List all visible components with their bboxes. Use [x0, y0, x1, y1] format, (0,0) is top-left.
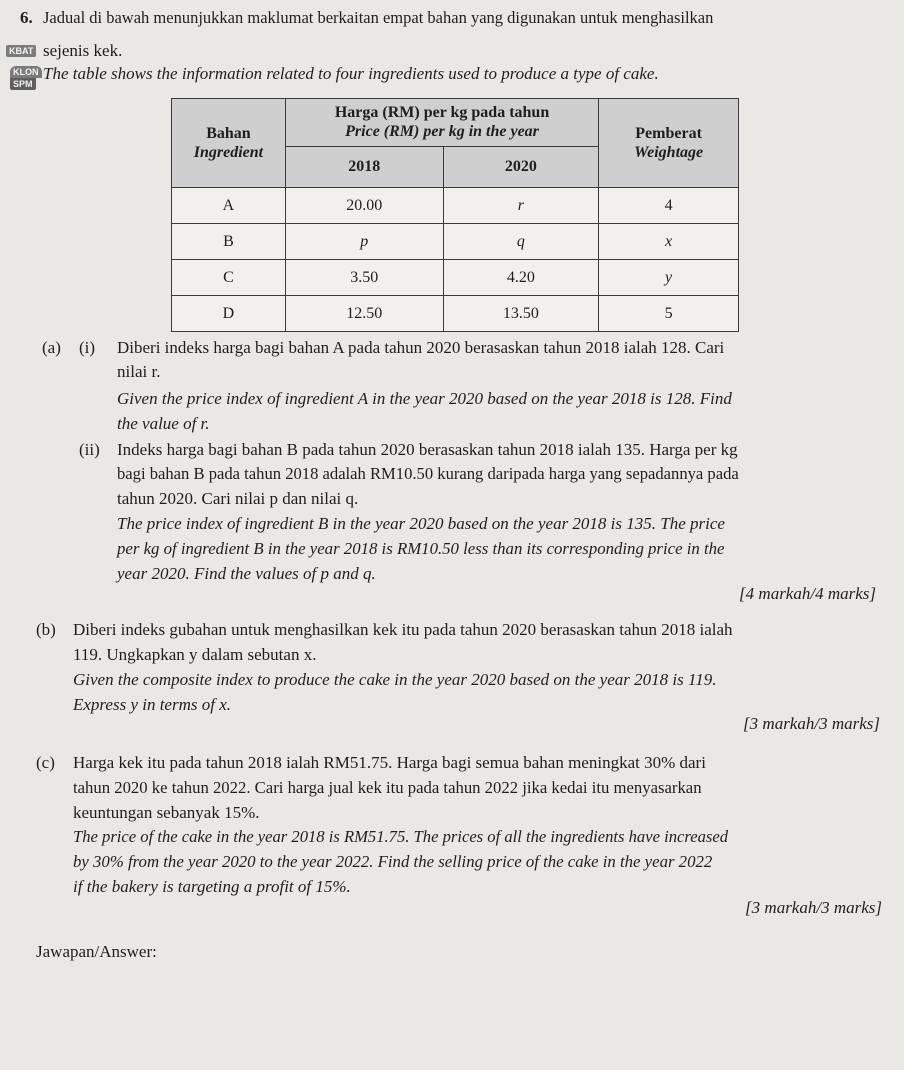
cell-price-2020: r [443, 188, 599, 224]
part-a-i-en-2: the value of r. [117, 414, 210, 433]
cell-ingredient: A [172, 188, 286, 224]
part-a-ii-ms-2: bagi bahan B pada tahun 2018 adalah RM10.50 kurang daripada harga yang sepadannya pada [117, 464, 739, 483]
intro-ms-line-1: Jadual di bawah menunjukkan maklumat berkaitan empat bahan yang digunakan untuk menghasilkan [43, 8, 714, 27]
cell-price-2020: 4.20 [443, 260, 599, 296]
header-bahan-text: Bahan [206, 125, 251, 142]
part-a-ii-label: (ii) [79, 440, 100, 459]
part-b-en-1: Given the composite index to produce the cake in the year 2020 based on the year 2018 is 119. [73, 670, 717, 689]
part-a-ii-ms-1: Indeks harga bagi bahan B pada tahun 2020 berasaskan tahun 2018 ialah 135. Harga per kg [117, 440, 738, 459]
part-a-ii-en-2: per kg of ingredient B in the year 2018 is RM10.50 less than its corresponding price in the [117, 539, 725, 558]
part-b-ms-1: Diberi indeks gubahan untuk menghasilkan kek itu pada tahun 2020 berasaskan tahun 2018 ialah [73, 620, 733, 639]
cell-price-2018: 20.00 [285, 188, 443, 224]
intro-en: The table shows the information related to four ingredients used to produce a type of cake. [43, 64, 659, 83]
header-ingredient [172, 99, 286, 188]
answer-label: Jawapan/Answer: [36, 942, 157, 961]
header-year-2020: 2020 [443, 146, 599, 187]
part-b-marks: [3 markah/3 marks] [743, 714, 880, 733]
part-c-label: (c) [36, 753, 55, 772]
header-ingredient-text: Ingredient [193, 144, 264, 161]
intro-ms-line-2: sejenis kek. [43, 41, 123, 60]
table-row [172, 296, 739, 332]
part-a-marks: [4 markah/4 marks] [739, 584, 876, 603]
part-c-en-1: The price of the cake in the year 2018 is RM51.75. The prices of all the ingredients have increased [73, 827, 728, 846]
cell-ingredient: B [172, 224, 286, 260]
cell-price-2020: q [443, 224, 599, 260]
cell-weightage: x [599, 224, 739, 260]
header-weightage [599, 99, 739, 188]
cell-ingredient: D [172, 296, 286, 332]
cell-weightage: y [599, 260, 739, 296]
part-c-marks: [3 markah/3 marks] [745, 898, 882, 917]
part-c-ms-3: keuntungan sebanyak 15%. [73, 803, 260, 822]
cell-price-2018: 3.50 [285, 260, 443, 296]
spm-badge: SPM [10, 78, 36, 90]
cell-price-2018: p [285, 224, 443, 260]
question-number: 6. [20, 8, 33, 27]
cell-price-2020: 13.50 [443, 296, 599, 332]
kbat-badge: KBAT [6, 45, 36, 57]
table-row [172, 260, 739, 296]
klon-badge: KLON [10, 66, 42, 78]
part-a-ii-en-1: The price index of ingredient B in the year 2020 based on the year 2018 is 135. The price [117, 514, 725, 533]
part-b-ms-2: 119. Ungkapkan y dalam sebutan x. [73, 645, 317, 664]
ingredient-table [171, 98, 739, 332]
part-c-en-2: by 30% from the year 2020 to the year 2022. Find the selling price of the cake in the year 2022 [73, 852, 713, 871]
header-price [285, 99, 598, 147]
cell-price-2018: 12.50 [285, 296, 443, 332]
part-a-i-en-1: Given the price index of ingredient A in the year 2020 based on the year 2018 is 128. Find [117, 389, 732, 408]
part-a-i-ms-2: nilai r. [117, 362, 161, 381]
part-c-ms-2: tahun 2020 ke tahun 2022. Cari harga jual kek itu pada tahun 2022 jika kedai itu menyasarkan [73, 778, 702, 797]
part-a-i-label: (i) [79, 338, 96, 357]
cell-weightage: 5 [599, 296, 739, 332]
header-year-2018: 2018 [285, 146, 443, 187]
part-a-label: (a) [42, 338, 61, 357]
part-c-ms-1: Harga kek itu pada tahun 2018 ialah RM51.75. Harga bagi semua bahan meningkat 30% dari [73, 753, 706, 772]
header-price-ms: Harga (RM) per kg pada tahun [334, 104, 550, 122]
part-a-ii-ms-3: tahun 2020. Cari nilai p dan nilai q. [117, 489, 359, 508]
part-a-ii-en-3: year 2020. Find the values of p and q. [117, 564, 376, 583]
header-weight-en: Weightage [634, 144, 704, 161]
table-row [172, 224, 739, 260]
part-b-label: (b) [36, 620, 56, 639]
part-a-i-ms-1: Diberi indeks harga bagi bahan A pada tahun 2020 berasaskan tahun 2018 ialah 128. Cari [117, 338, 725, 357]
table-row [172, 188, 739, 224]
cell-ingredient: C [172, 260, 286, 296]
cell-weightage: 4 [599, 188, 739, 224]
part-c-en-3: if the bakery is targeting a profit of 15%. [73, 877, 351, 896]
header-weight-ms: Pemberat [635, 125, 702, 142]
header-price-en: Price (RM) per kg in the year [345, 123, 539, 141]
part-b-en-2: Express y in terms of x. [73, 695, 232, 714]
